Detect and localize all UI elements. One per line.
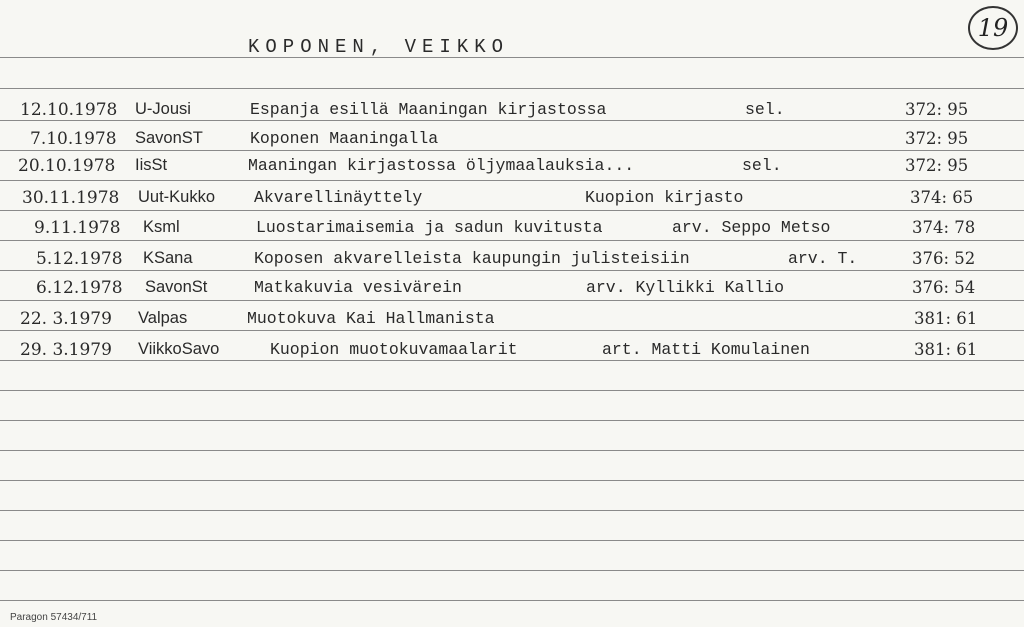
entry-source: Valpas <box>138 309 188 327</box>
entry-date: 5.12.1978 <box>36 249 123 269</box>
entry-ref: 372: 95 <box>905 129 969 148</box>
entry-ref: 376: 54 <box>912 278 976 297</box>
entry-title: Muotokuva Kai Hallmanista <box>247 309 495 328</box>
card-number: 19 <box>968 6 1018 50</box>
entry-row <box>0 278 1024 302</box>
entry-note: arv. Seppo Metso <box>672 218 831 237</box>
entry-note: sel. <box>742 156 782 175</box>
entry-ref: 381: 61 <box>914 309 978 328</box>
entry-row <box>0 249 1024 273</box>
ruled-line <box>0 540 1024 541</box>
entry-row <box>0 340 1024 364</box>
entry-date: 12.10.1978 <box>20 100 118 120</box>
ruled-line <box>0 420 1024 421</box>
entry-row <box>0 309 1024 333</box>
ruled-line <box>0 390 1024 391</box>
ruled-line <box>0 88 1024 89</box>
entry-source: SavonSt <box>145 278 208 296</box>
entry-row <box>0 156 1024 180</box>
entry-ref: 381: 61 <box>914 340 978 359</box>
card-footer: Paragon 57434/711 <box>10 612 98 623</box>
entry-source: KSana <box>143 249 193 267</box>
ruled-line <box>0 180 1024 181</box>
entry-date: 29. 3.1979 <box>20 340 112 360</box>
entry-row <box>0 188 1024 212</box>
entry-ref: 376: 52 <box>912 249 976 268</box>
entry-title: Espanja esillä Maaningan kirjastossa <box>250 100 607 119</box>
entry-title: Koponen Maaningalla <box>250 129 439 148</box>
entry-note: art. Matti Komulainen <box>602 340 810 359</box>
entry-source: Uut-Kukko <box>138 188 216 206</box>
entry-row <box>0 129 1024 153</box>
entry-date: 22. 3.1979 <box>20 309 112 329</box>
entry-title: Maaningan kirjastossa öljymaalauksia... <box>248 156 635 175</box>
entry-source: U-Jousi <box>135 100 191 118</box>
entry-note: arv. Kyllikki Kallio <box>586 278 785 297</box>
entry-title: Koposen akvarelleista kaupungin julisteisiin <box>254 249 690 268</box>
ruled-line <box>0 570 1024 571</box>
entry-source: SavonST <box>135 129 203 147</box>
entry-date: 9.11.1978 <box>34 218 121 238</box>
entry-title: Luostarimaisemia ja sadun kuvitusta <box>256 218 603 237</box>
entry-ref: 374: 65 <box>910 188 974 207</box>
entry-ref: 374: 78 <box>912 218 976 237</box>
entry-date: 7.10.1978 <box>30 129 117 149</box>
ruled-line <box>0 600 1024 601</box>
ruled-line <box>0 510 1024 511</box>
entry-note: sel. <box>745 100 785 119</box>
entry-row <box>0 100 1024 124</box>
entry-date: 6.12.1978 <box>36 278 123 298</box>
entry-title: Kuopion muotokuvamaalarit <box>270 340 518 359</box>
entry-date: 20.10.1978 <box>18 156 116 176</box>
entry-source: Ksml <box>143 218 180 236</box>
entry-note: arv. T. <box>788 249 858 268</box>
entry-ref: 372: 95 <box>905 100 969 119</box>
entry-note: Kuopion kirjasto <box>585 188 744 207</box>
ruled-line <box>0 450 1024 451</box>
ruled-line <box>0 57 1024 58</box>
ruled-line <box>0 480 1024 481</box>
entry-title: Matkakuvia vesivärein <box>254 278 462 297</box>
entry-source: IisSt <box>135 156 168 174</box>
entry-source: ViikkoSavo <box>138 340 220 358</box>
card-title: KOPONEN, VEIKKO <box>248 36 510 58</box>
entry-date: 30.11.1978 <box>22 188 120 208</box>
entry-title: Akvarellinäyttely <box>254 188 423 207</box>
entry-row <box>0 218 1024 242</box>
entry-ref: 372: 95 <box>905 156 969 175</box>
